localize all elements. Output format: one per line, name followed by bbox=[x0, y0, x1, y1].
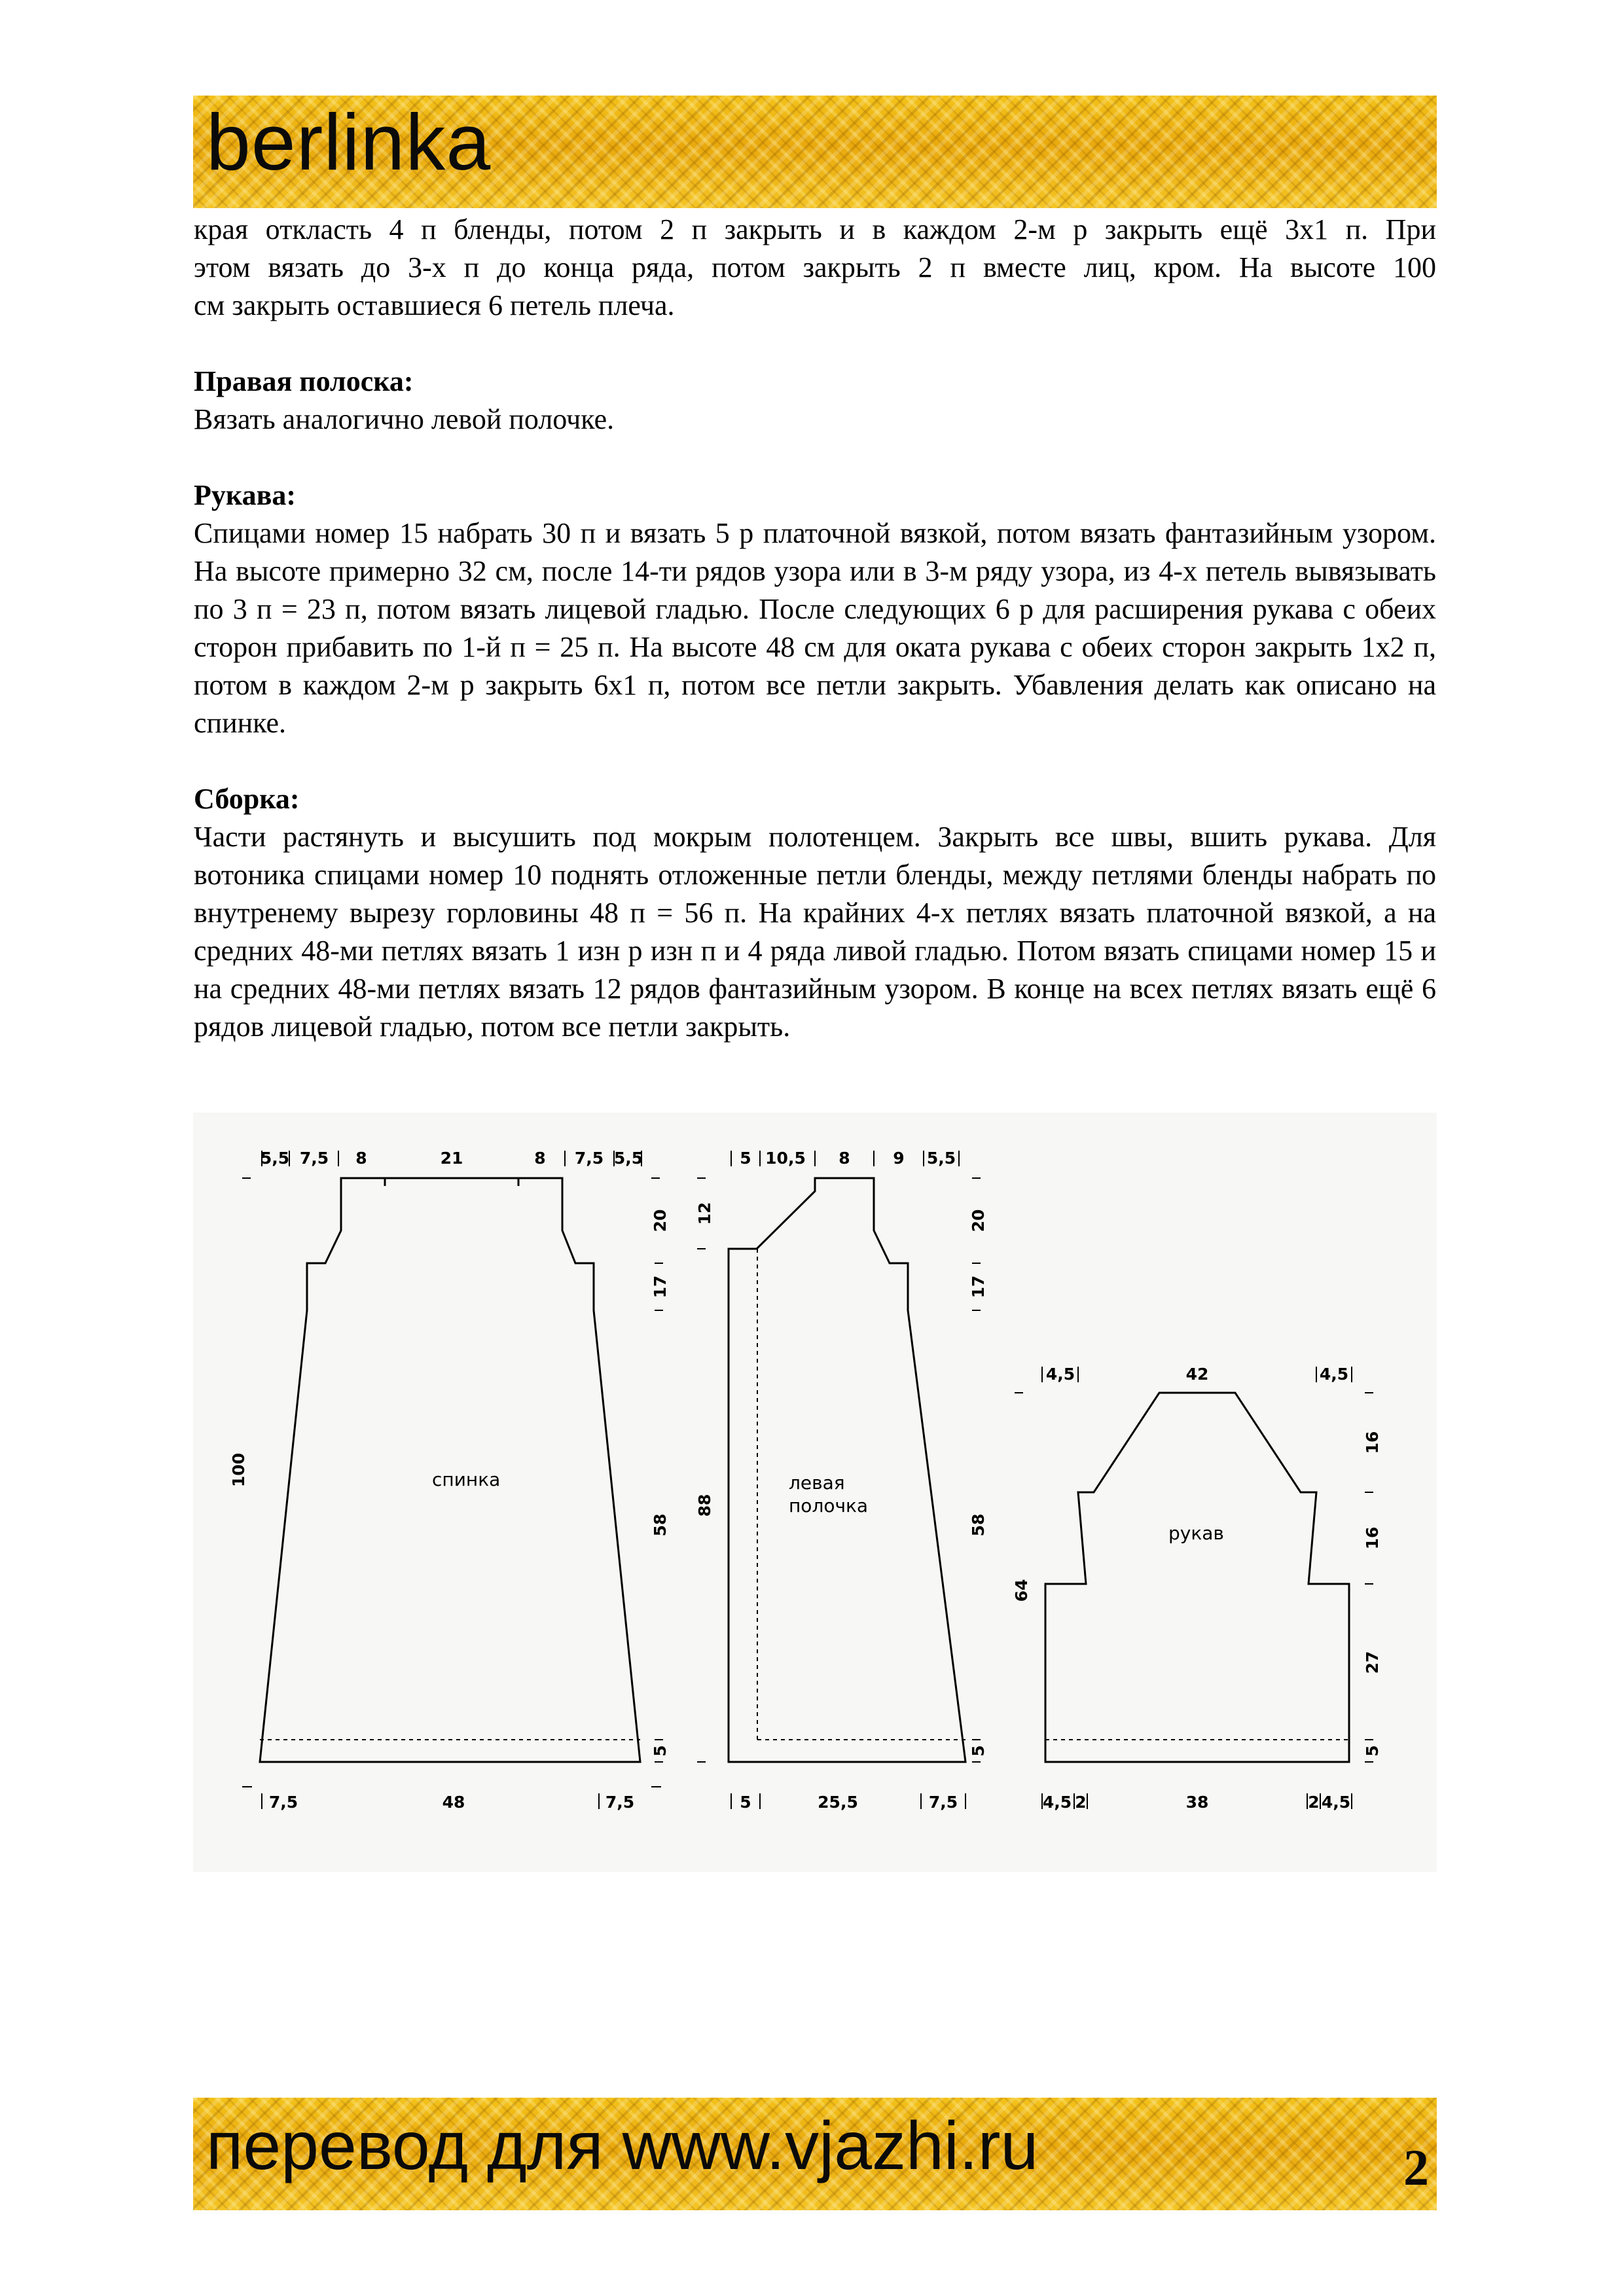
intro-line: края откласть 4 п бленды, потом 2 п закрыть и в каждом 2-м р закрыть ещё 3х1 п. При bbox=[194, 213, 1436, 245]
section-text: Части растянуть и высушить под мокрым полотенцем. Закрыть все швы, вшить рукава. Для вотоника спицами номер 10 поднять отложенные петли бленды, между петлями бленды набрать по внутренему вырезу горловины 48 п = 56 п. На крайних 4-х петлях вязать платочной вязкой, а на средних 48-ми петлях вязать 1 изн р изн п и 4 ряда ливой гладью. Потом вязать спицами номер 15 и на средних 48-ми петлях вязать 12 рядов фантазийным узором. В конце на всех петлях вязать ещё 6 рядов лицевой гладью, потом все петли закрыть. bbox=[194, 821, 1436, 1043]
page-number: 2 bbox=[1403, 2139, 1429, 2196]
section-title: Сборка: bbox=[194, 783, 300, 815]
dim-label: 5 bbox=[651, 1745, 670, 1757]
dim-label: 38 bbox=[1185, 1793, 1209, 1812]
section-text: Вязать аналогично левой полочке. bbox=[194, 403, 615, 435]
dim-label: 7,5 bbox=[605, 1793, 635, 1812]
dim-label: 7,5 bbox=[268, 1793, 298, 1812]
dim-label: 5,5 bbox=[926, 1149, 956, 1168]
header-banner bbox=[193, 96, 1437, 208]
dim-label: 64 bbox=[1012, 1579, 1031, 1602]
dim-label: 2 bbox=[1308, 1793, 1320, 1812]
dim-label: 21 bbox=[440, 1149, 463, 1168]
dim-label: 7,5 bbox=[574, 1149, 604, 1168]
footer-link-text: перевод для www.vjazhi.ru bbox=[206, 2108, 1039, 2184]
dim-label: 5,5 bbox=[613, 1149, 643, 1168]
dim-label: 27 bbox=[1363, 1651, 1382, 1674]
dim-label: 2 bbox=[1075, 1793, 1087, 1812]
schematic-svg bbox=[193, 1113, 1437, 1872]
dim-label: 16 bbox=[1363, 1431, 1382, 1454]
dim-label: 9 bbox=[893, 1149, 905, 1168]
dim-label: 5,5 bbox=[260, 1149, 290, 1168]
brand-title: berlinka bbox=[206, 98, 492, 187]
dim-label: 8 bbox=[839, 1149, 850, 1168]
dim-label: 17 bbox=[651, 1275, 670, 1299]
dim-label: 7,5 bbox=[928, 1793, 958, 1812]
section-text: Спицами номер 15 набрать 30 п и вязать 5 р платочной вязкой, потом вязать фантазийным узором. На высоте примерно 32 см, после 14-ти рядов узора или в 3-м ряду узора, из 4-х петель вывязывать по 3 п = 23 п, потом вязать лицевой гладью. После следующих 6 р для расширения рукава с обеих сторон прибавить по 1-й п = 25 п. На высоте 48 см для оката рукава с обеих сторон закрыть 1х2 п, потом в каждом 2-м р закрыть 6х1 п, потом все петли закрыть. Убавления делать как описано на спинке. bbox=[194, 517, 1436, 739]
dim-label: 20 bbox=[969, 1209, 988, 1232]
section-sleeves bbox=[194, 476, 1436, 742]
dim-label: 4,5 bbox=[1319, 1365, 1349, 1384]
dim-label: 5 bbox=[969, 1745, 988, 1757]
back-label: спинка bbox=[432, 1469, 501, 1490]
dim-label: 42 bbox=[1185, 1365, 1209, 1384]
front-label-line1: левая bbox=[789, 1472, 845, 1494]
intro-line: этом вязать до 3-х п до конца ряда, потом закрыть 2 п вместе лиц, кром. На высоте 100 bbox=[194, 251, 1436, 283]
footer-banner bbox=[193, 2098, 1437, 2210]
section-assembly bbox=[194, 780, 1436, 1046]
dim-label: 7,5 bbox=[299, 1149, 329, 1168]
dim-label: 58 bbox=[651, 1513, 670, 1537]
dim-label: 5 bbox=[740, 1149, 751, 1168]
dim-label: 20 bbox=[651, 1209, 670, 1232]
dim-label: 58 bbox=[969, 1513, 988, 1537]
section-title: Рукава: bbox=[194, 479, 296, 511]
dim-label: 48 bbox=[442, 1793, 465, 1812]
dim-label: 5 bbox=[740, 1793, 751, 1812]
dim-label: 10,5 bbox=[765, 1149, 806, 1168]
dim-label: 4,5 bbox=[1042, 1793, 1072, 1812]
dim-label: 12 bbox=[695, 1202, 714, 1225]
intro-line: см закрыть оставшиеся 6 петель плеча. bbox=[194, 289, 675, 321]
dim-label: 25,5 bbox=[818, 1793, 858, 1812]
dim-label: 4,5 bbox=[1045, 1365, 1075, 1384]
dim-label: 8 bbox=[534, 1149, 546, 1168]
dim-label: 88 bbox=[695, 1494, 714, 1517]
dim-label: 4,5 bbox=[1321, 1793, 1351, 1812]
pattern-diagram bbox=[193, 1113, 1437, 1872]
sleeve-label: рукав bbox=[1168, 1522, 1224, 1544]
dim-label: 8 bbox=[355, 1149, 367, 1168]
dim-label: 100 bbox=[229, 1452, 248, 1488]
dim-label: 17 bbox=[969, 1275, 988, 1299]
front-label-line2: полочка bbox=[789, 1495, 869, 1516]
section-title: Правая полоска: bbox=[194, 365, 414, 397]
dim-label: 16 bbox=[1363, 1526, 1382, 1550]
section-right-front bbox=[194, 363, 1436, 439]
dim-label: 5 bbox=[1363, 1745, 1382, 1757]
intro-paragraph bbox=[194, 211, 1436, 325]
